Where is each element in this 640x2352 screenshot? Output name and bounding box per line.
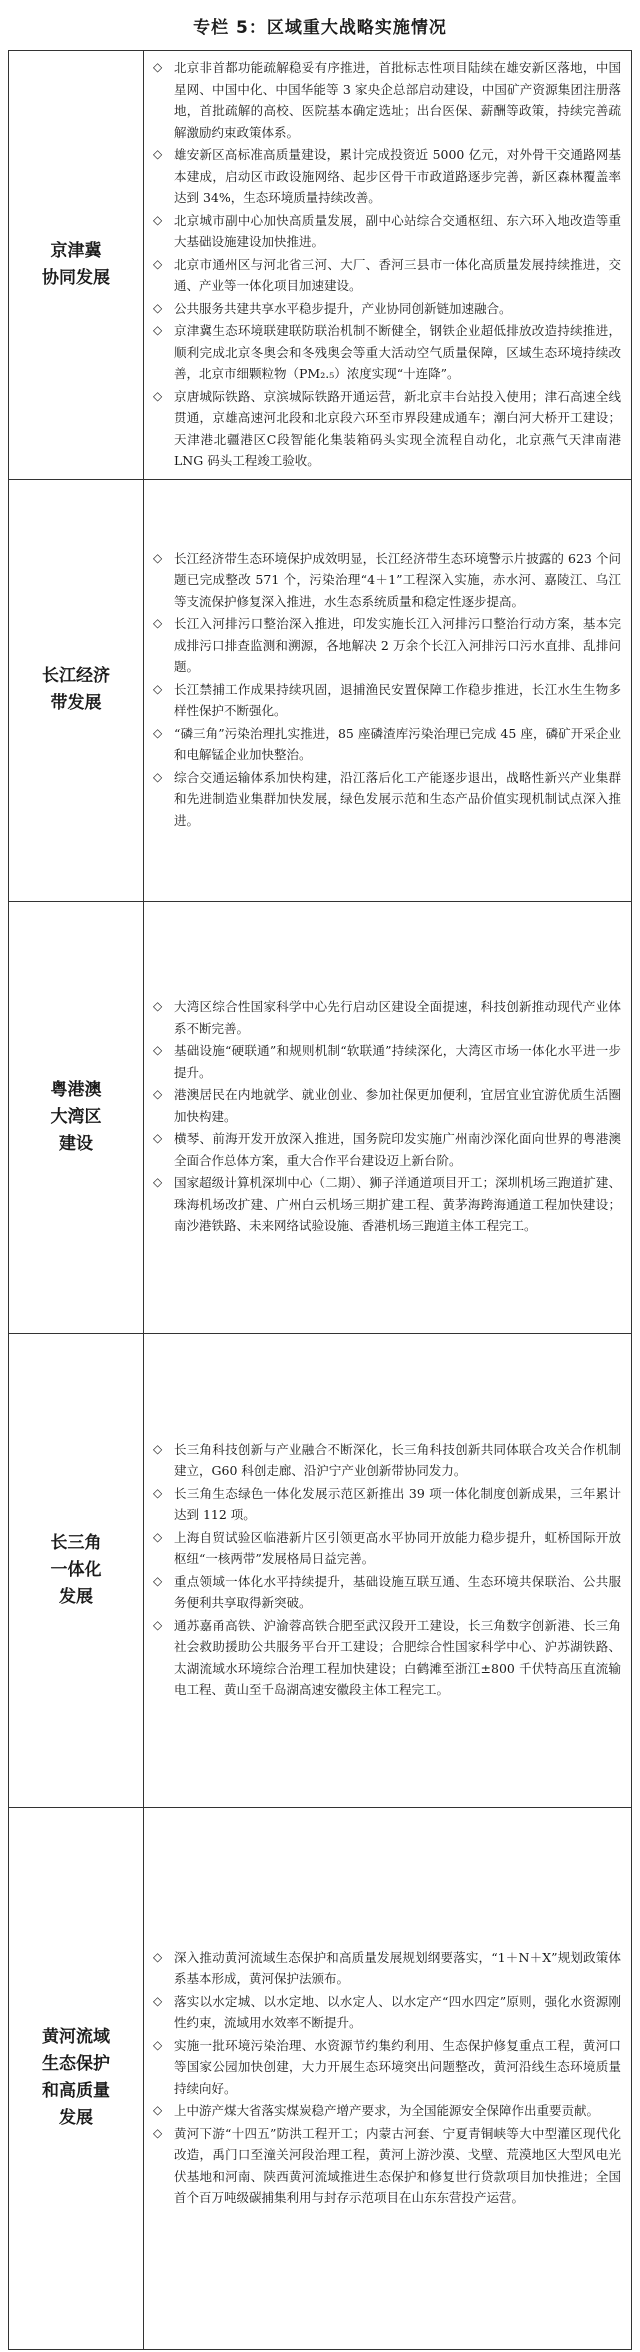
list-item: [152, 320, 621, 385]
list-item-text: 公共服务共建共享水平稳步提升，产业协同创新链加速融合。: [174, 300, 512, 316]
item-list: [152, 57, 621, 472]
list-item-text: 长三角科技创新与产业融合不断深化，长三角科技创新共同体联合攻关合作机制建立，G60 科创走廊、沿沪宁产业创新带协同发力。: [174, 1441, 621, 1478]
diamond-outline-icon: ◇: [153, 1485, 163, 1500]
list-item-text: 上中游产煤大省落实煤炭稳产增产要求，为全国能源安全保障作出重要贡献。: [174, 2103, 600, 2118]
list-item: [152, 1128, 621, 1171]
list-item-text: 长三角生态绿色一体化发展示范区新推出 39 项一体化制度创新成果，三年累计达到 112 项。: [174, 1485, 621, 1522]
list-item-text: 黄河下游“十四五”防洪工程开工；内蒙古河套、宁夏青铜峡等大中型灌区现代化改造，禹门口至潼关河段治理工程，黄河上游沙漠、戈壁、荒漠地区大型风电光伏基地和河南、陕西黄河流域推进生态保护和修复世行贷款项目加快推进；全国首个百万吨级碳捕集利用与封存示范项目在山东东营投产运营。: [174, 2125, 621, 2205]
diamond-outline-icon: ◇: [153, 300, 163, 315]
section-label-line: 生态保护: [42, 2054, 110, 2074]
section-label-line: 协同发展: [42, 267, 110, 288]
diamond-outline-icon: ◇: [153, 2125, 163, 2140]
section-jingjinji: [9, 51, 632, 480]
section-content: [144, 51, 632, 480]
list-item: [152, 1439, 621, 1482]
list-item-text: 雄安新区高标准高质量建设，累计完成投资近 5000 亿元，对外骨干交通路网基本建成，启动区市政设施网络、起步区骨干市政道路逐步完善，新区森林覆盖率达到 34%，生态环境质量持续改善。: [174, 147, 621, 205]
strategy-table: [8, 50, 632, 2350]
diamond-outline-icon: ◇: [153, 1529, 163, 1544]
list-item: [152, 254, 621, 297]
list-item: [152, 1084, 621, 1127]
list-item-text: 深入推动黄河流域生态保护和高质量发展规划纲要落实，“1＋N＋X”规划政策体系基本形成，黄河保护法颁布。: [174, 1949, 621, 1986]
list-item: [152, 2100, 621, 2122]
section-label: [9, 901, 144, 1333]
list-item: [152, 723, 621, 766]
list-item: [152, 2035, 621, 2100]
list-item: [152, 1040, 621, 1083]
diamond-outline-icon: ◇: [153, 725, 163, 740]
section-label-line: 大湾区: [50, 1106, 102, 1127]
list-item: [152, 1172, 621, 1237]
section-content: [144, 479, 632, 901]
section-content: [144, 1333, 632, 1807]
diamond-outline-icon: ◇: [153, 256, 163, 271]
section-label-line: 建设: [59, 1133, 93, 1154]
diamond-outline-icon: ◇: [153, 1573, 163, 1588]
section-content: [144, 901, 632, 1333]
list-item: [152, 996, 621, 1039]
list-item-text: 上海自贸试验区临港新片区引领更高水平协同开放能力稳步提升，虹桥国际开放枢纽“一核两带”发展格局日益完善。: [174, 1529, 621, 1566]
list-item: [152, 767, 621, 832]
diamond-outline-icon: ◇: [153, 212, 163, 227]
diamond-outline-icon: ◇: [153, 1087, 163, 1102]
list-item-text: 基础设施“硬联通”和规则机制“软联通”持续深化，大湾区市场一体化水平进一步提升。: [174, 1043, 621, 1080]
column-title: 专栏 5：区域重大战略实施情况: [193, 17, 447, 38]
list-item: [152, 548, 621, 613]
list-item: [152, 386, 621, 472]
list-item: [152, 1947, 621, 1990]
section-yangtze: [9, 479, 632, 901]
list-item: [152, 613, 621, 678]
list-item-text: 北京城市副中心加快高质量发展，副中心站综合交通枢纽、东六环入地改造等重大基础设施建设加快推进。: [174, 212, 621, 249]
section-label: [9, 479, 144, 901]
section-label-line: 京津冀: [50, 240, 102, 261]
section-label-line: 发展: [59, 1586, 93, 1607]
list-item-text: 大湾区综合性国家科学中心先行启动区建设全面提速，科技创新推动现代产业体系不断完善。: [174, 999, 621, 1036]
list-item: [152, 679, 621, 722]
list-item: [152, 2123, 621, 2209]
list-item-text: 长江禁捕工作成果持续巩固，退捕渔民安置保障工作稳步推进，长江水生生物多样性保护不断强化。: [174, 681, 621, 719]
list-item-text: 综合交通运输体系加快构建，沿江落后化工产能逐步退出，战略性新兴产业集群和先进制造业集群加快发展，绿色发展示范和生态产品价值实现机制试点深入推进。: [174, 769, 621, 828]
list-item: [152, 1991, 621, 2034]
section-label: [9, 1807, 144, 2349]
diamond-outline-icon: ◇: [153, 1993, 163, 2008]
diamond-outline-icon: ◇: [153, 1441, 163, 1456]
section-label: [9, 1333, 144, 1807]
diamond-outline-icon: ◇: [153, 1175, 163, 1190]
list-item-text: 通苏嘉甬高铁、沪渝蓉高铁合肥至武汉段开工建设，长三角数字创新港、长三角社会救助援助公共服务平台开工建设；合肥综合性国家科学中心、沪苏湖铁路、太湖流域水环境综合治理工程加快建设；白鹤滩至浙江±800 千伏特高压直流输电工程、黄山至千岛湖高速安徽段主体工程完工。: [174, 1617, 621, 1697]
section-label-line: 粤港澳: [50, 1079, 102, 1100]
section-label-line: 带发展: [50, 693, 102, 713]
section-label: [9, 51, 144, 480]
item-list: [152, 1947, 621, 2209]
list-item-text: 京津冀生态环境联建联防联治机制不断健全，钢铁企业超低排放改造持续推进，顺利完成北京冬奥会和冬残奥会等重大活动空气质量保障，区域生态环境持续改善，北京市细颗粒物（PM₂.₅）浓度实现“十连降”。: [174, 323, 621, 381]
diamond-outline-icon: ◇: [153, 1617, 163, 1632]
diamond-outline-icon: ◇: [153, 1043, 163, 1058]
diamond-outline-icon: ◇: [153, 2103, 163, 2117]
section-yellow-river: [9, 1807, 632, 2349]
diamond-outline-icon: ◇: [153, 1949, 163, 1964]
diamond-outline-icon: ◇: [153, 681, 163, 696]
list-item: [152, 1483, 621, 1526]
list-item-text: 北京市通州区与河北省三河、大厂、香河三县市一体化高质量发展持续推进，交通、产业等一体化项目加速建设。: [174, 256, 621, 293]
list-item: [152, 210, 621, 253]
list-item: [152, 298, 621, 320]
list-item-text: 京唐城际铁路、京滨城际铁路开通运营，新北京丰台站投入使用；津石高速全线贯通，京雄高速河北段和北京段六环至市界段建成通车；潮白河大桥开工建设；天津港北疆港区C段智能化集装箱码头实现全流程自动化，北京燕气天津南港 LNG 码头工程竣工验收。: [174, 388, 621, 468]
list-item-text: 长江入河排污口整治深入推进，印发实施长江入河排污口整治行动方案，基本完成排污口排查监测和溯源，各地解决 2 万余个长江入河排污口污水直排、乱排问题。: [174, 616, 621, 675]
diamond-outline-icon: ◇: [153, 60, 163, 74]
diamond-outline-icon: ◇: [153, 147, 163, 161]
list-item: [152, 57, 621, 143]
diamond-outline-icon: ◇: [153, 616, 163, 631]
list-item-text: 北京非首都功能疏解稳妥有序推进，首批标志性项目陆续在雄安新区落地，中国星网、中国中化、中国华能等 3 家央企总部启动建设，中国矿产资源集团注册落地，首批疏解的高校、医院基本确定选址；出台医保、薪酬等政策，持续完善疏解激励约束政策体系。: [174, 60, 621, 140]
section-label-line: 发展: [59, 2108, 93, 2128]
section-label-line: 黄河流域: [42, 2027, 110, 2047]
list-item-text: 国家超级计算机深圳中心（二期）、狮子洋通道项目开工；深圳机场三跑道扩建、珠海机场改扩建、广州白云机场三期扩建工程、黄茅海跨海通道工程加快建设；南沙港铁路、未来网络试验设施、香港机场三跑道主体工程完工。: [174, 1175, 621, 1234]
list-item-text: 重点领域一体化水平持续提升，基础设施互联互通、生态环境共保联治、公共服务便利共享取得新突破。: [174, 1573, 621, 1610]
list-item-text: “磷三角”污染治理扎实推进，85 座磷渣库污染治理已完成 45 座，磷矿开采企业和电解锰企业加快整治。: [174, 725, 621, 763]
diamond-outline-icon: ◇: [153, 388, 163, 403]
diamond-outline-icon: ◇: [153, 550, 163, 565]
item-list: [152, 996, 621, 1237]
diamond-outline-icon: ◇: [153, 323, 163, 337]
section-label-line: 长江经济: [42, 666, 110, 686]
list-item: [152, 1615, 621, 1701]
diamond-outline-icon: ◇: [153, 999, 163, 1014]
list-item: [152, 144, 621, 209]
diamond-outline-icon: ◇: [153, 1131, 163, 1146]
item-list: [152, 548, 621, 832]
list-item-text: 长江经济带生态环境保护成效明显，长江经济带生态环境警示片披露的 623 个问题已完成整改 571 个，污染治理“4＋1”工程深入实施，赤水河、嘉陵江、乌江等支流保护修复深入推进，水生态系统质量和稳定性逐步提高。: [174, 550, 621, 609]
list-item-text: 港澳居民在内地就学、就业创业、参加社保更加便利，宜居宜业宜游优质生活圈加快构建。: [174, 1087, 621, 1124]
diamond-outline-icon: ◇: [153, 769, 163, 784]
section-content: [144, 1807, 632, 2349]
section-greater-bay: [9, 901, 632, 1333]
list-item: [152, 1527, 621, 1570]
section-yangtze-delta: [9, 1333, 632, 1807]
diamond-outline-icon: ◇: [153, 2037, 163, 2052]
section-label-line: 和高质量: [42, 2081, 110, 2101]
section-label-line: 一体化: [50, 1559, 102, 1580]
list-item-text: 实施一批环境污染治理、水资源节约集约利用、生态保护修复重点工程，黄河口等国家公园加快创建，大力开展生态环境突出问题整改，黄河沿线生态环境质量持续向好。: [174, 2037, 621, 2096]
item-list: [152, 1439, 621, 1701]
section-label-line: 长三角: [50, 1532, 102, 1553]
list-item-text: 横琴、前海开发开放深入推进，国务院印发实施广州南沙深化面向世界的粤港澳全面合作总体方案，重大合作平台建设迈上新台阶。: [174, 1131, 621, 1168]
list-item-text: 落实以水定城、以水定地、以水定人、以水定产“四水四定”原则，强化水资源刚性约束，流域用水效率不断提升。: [174, 1993, 621, 2030]
list-item: [152, 1571, 621, 1614]
